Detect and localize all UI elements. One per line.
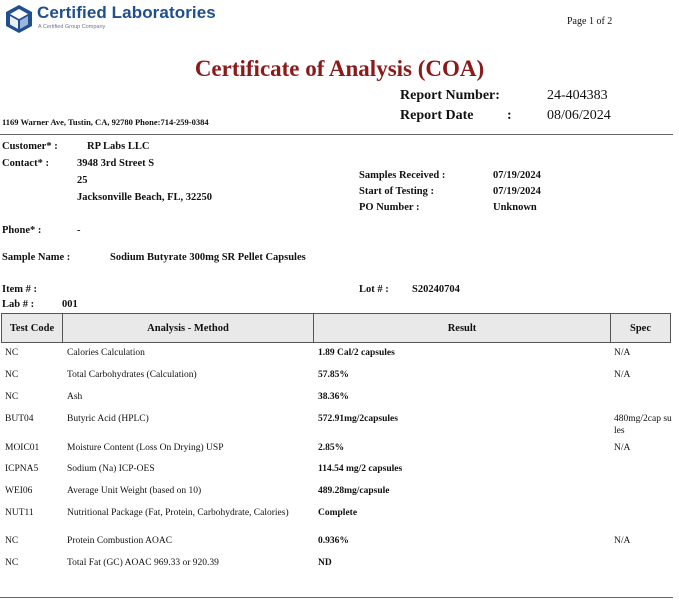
company-tagline: A Certified Group Company — [38, 24, 106, 30]
test-code-cell: NC — [5, 536, 19, 546]
start-testing-label: Start of Testing : — [359, 186, 434, 197]
spec-cell: N/A — [614, 443, 631, 453]
customer-value: RP Labs LLC — [87, 141, 150, 152]
sample-name-label: Sample Name : — [2, 252, 71, 263]
report-date-value: 08/06/2024 — [547, 108, 611, 123]
col-header-analysis-method: Analysis - Method — [62, 313, 314, 343]
test-code-cell: BUT04 — [5, 414, 34, 424]
cube-logo-icon — [4, 4, 34, 34]
lab-address: 1169 Warner Ave, Tustin, CA, 92780 Phone:714-259-0384 — [2, 117, 209, 127]
test-code-cell: ICPNA5 — [5, 464, 39, 474]
samples-received-value: 07/19/2024 — [493, 170, 541, 181]
result-cell: 489.28mg/capsule — [318, 486, 390, 496]
start-testing-value: 07/19/2024 — [493, 186, 541, 197]
report-date-colon: : — [507, 108, 512, 123]
method-cell: Moisture Content (Loss On Drying) USP — [67, 443, 224, 453]
result-cell: Complete — [318, 508, 358, 518]
method-cell: Total Carbohydrates (Calculation) — [67, 370, 197, 380]
contact-label: Contact* : — [2, 158, 49, 169]
page-indicator: Page 1 of 2 — [567, 16, 613, 27]
method-cell: Butyric Acid (HPLC) — [67, 414, 149, 424]
col-header-result: Result — [313, 313, 611, 343]
po-number-label: PO Number : — [359, 202, 420, 213]
result-cell: 0.936% — [318, 536, 349, 546]
result-cell: 114.54 mg/2 capsules — [318, 464, 403, 474]
method-cell: Protein Combustion AOAC — [67, 536, 173, 546]
footer-divider — [0, 597, 673, 598]
test-code-cell: NUT11 — [5, 508, 34, 518]
sample-name-value: Sodium Butyrate 300mg SR Pellet Capsules — [110, 252, 306, 263]
header-divider — [0, 134, 673, 135]
lab-number-value: 001 — [62, 299, 78, 310]
method-cell: Nutritional Package (Fat, Protein, Carbohydrate, Calories) — [67, 508, 289, 518]
result-cell: 1.89 Cal/2 capsules — [318, 348, 395, 358]
contact-address-line1: 3948 3rd Street S — [77, 158, 155, 169]
result-cell: 2.85% — [318, 443, 345, 453]
test-code-cell: NC — [5, 392, 19, 402]
po-number-value: Unknown — [493, 202, 537, 213]
method-cell: Sodium (Na) ICP-OES — [67, 464, 155, 474]
item-label: Item # : — [2, 284, 37, 295]
test-code-cell: NC — [5, 558, 19, 568]
col-header-test-code: Test Code — [1, 313, 63, 343]
contact-address-line3: Jacksonville Beach, FL, 32250 — [77, 192, 213, 203]
contact-address-line2: 25 — [77, 175, 88, 186]
lot-value: S20240704 — [412, 284, 460, 295]
phone-label: Phone* : — [2, 225, 42, 236]
company-name: Certified Laboratories — [37, 3, 216, 22]
lot-label: Lot # : — [359, 284, 389, 295]
report-number-label: Report Number: — [400, 88, 500, 103]
spec-cell: 480mg/2cap sules — [614, 414, 672, 436]
lab-number-label: Lab # : — [2, 299, 35, 310]
document-title: Certificate of Analysis (COA) — [194, 56, 485, 81]
method-cell: Total Fat (GC) AOAC 969.33 or 920.39 — [67, 558, 219, 568]
result-cell: 57.85% — [318, 370, 349, 380]
customer-label: Customer* : — [2, 141, 58, 152]
method-cell: Average Unit Weight (based on 10) — [67, 486, 202, 496]
test-code-cell: NC — [5, 370, 19, 380]
result-cell: 572.91mg/2capsules — [318, 414, 398, 424]
col-header-spec: Spec — [610, 313, 671, 343]
spec-cell: N/A — [614, 348, 631, 358]
samples-received-label: Samples Received : — [359, 170, 446, 181]
method-cell: Ash — [67, 392, 83, 402]
test-code-cell: NC — [5, 348, 19, 358]
spec-cell: N/A — [614, 536, 631, 546]
test-code-cell: MOIC01 — [5, 443, 40, 453]
report-number-value: 24-404383 — [547, 88, 608, 103]
spec-cell: N/A — [614, 370, 631, 380]
report-date-label: Report Date — [400, 108, 474, 123]
result-cell: ND — [318, 558, 332, 568]
method-cell: Calories Calculation — [67, 348, 145, 358]
phone-value: - — [77, 225, 81, 236]
result-cell: 38.36% — [318, 392, 349, 402]
test-code-cell: WEI06 — [5, 486, 33, 496]
